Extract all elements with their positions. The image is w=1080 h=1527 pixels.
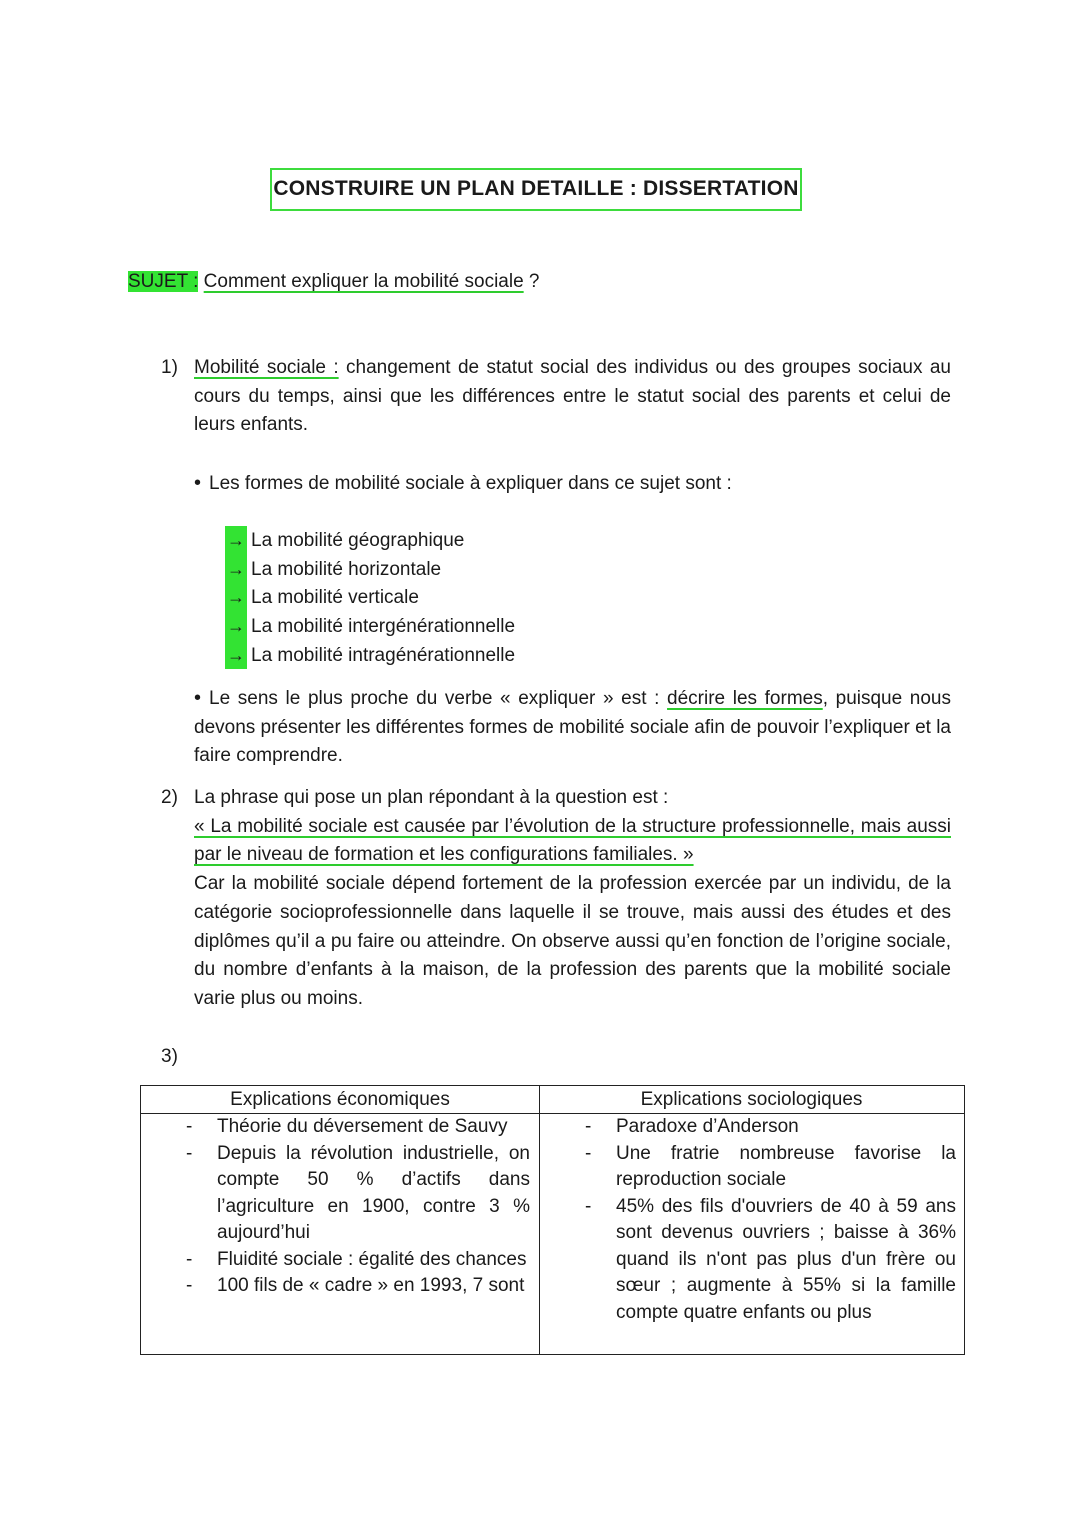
list-item: - Paradoxe d’Anderson xyxy=(616,1114,956,1141)
part2-block xyxy=(194,784,951,1014)
arrow-right-icon: → xyxy=(225,641,247,670)
sociological-list xyxy=(616,1114,956,1326)
page-title: CONSTRUIRE UN PLAN DETAILLE : DISSERTATION xyxy=(270,168,802,211)
subject-label: SUJET : xyxy=(128,271,199,292)
list-item: - Depuis la révolution industrielle, on compte 50 % d’actifs dans l’agriculture en 1900, contre 3 % aujourd’hui xyxy=(217,1141,530,1247)
arrow-right-icon: → xyxy=(225,583,247,612)
plan-sentence: « La mobilité sociale est causée par l’évolution de la structure professionnelle, mais aussi par le niveau de formation et les configurations familiales. » xyxy=(194,815,951,866)
table-divider xyxy=(539,1086,540,1354)
part3-number: 3) xyxy=(161,1046,178,1067)
list-item: → La mobilité verticale xyxy=(225,583,515,612)
list-item: → La mobilité intragénérationnelle xyxy=(225,641,515,670)
list-item: → La mobilité intergénérationnelle xyxy=(225,612,515,641)
meaning-key: décrire les formes xyxy=(667,688,823,709)
part2-intro: La phrase qui pose un plan répondant à la question est : xyxy=(194,787,669,808)
part1-number: 1) xyxy=(161,357,178,378)
part2-explanation: Car la mobilité sociale dépend fortement de la profession exercée par un individu, de la catégorie socioprofessionnelle dans laquelle il se trouve, mais aussi des études et des diplômes qu’il a pu faire ou atteindre. On observe aussi qu’en fonction de l’origine sociale, du nombre d’enfants à la maison, de la profession des parents que la mobilité sociale varie plus ou moins. xyxy=(194,873,951,1009)
meaning-before: Le sens le plus proche du verbe « expliquer » est : xyxy=(209,688,668,709)
list-item: → La mobilité horizontale xyxy=(225,555,515,584)
meaning-after: , puisque nous devons présenter les différentes formes de mobilité sociale afin de pouvoir l’expliquer et la faire comprendre. xyxy=(194,688,952,767)
list-item: - Une fratrie nombreuse favorise la reproduction sociale xyxy=(616,1141,956,1194)
list-item: - 100 fils de « cadre » en 1993, 7 sont xyxy=(217,1273,530,1300)
arrow-right-icon: → xyxy=(225,526,247,555)
part1-definition: changement de statut social des individus ou des groupes sociaux au cours du temps, ainsi que les différences entre le statut social des parents et celui de leurs enfants. xyxy=(194,357,952,436)
column-header-economic: Explications économiques xyxy=(230,1089,450,1110)
part2-number: 2) xyxy=(161,787,178,808)
subject-line xyxy=(128,268,540,297)
arrow-right-icon: → xyxy=(225,555,247,584)
subject-question: Comment expliquer la mobilité sociale xyxy=(203,271,524,292)
column-header-sociological: Explications sociologiques xyxy=(640,1089,863,1110)
forms-list xyxy=(225,526,515,669)
subject-question-mark: ? xyxy=(523,271,540,292)
part1-forms-intro: • Les formes de mobilité sociale à expliquer dans ce sujet sont : xyxy=(194,469,951,499)
part1-definition-block xyxy=(194,354,951,440)
economic-list xyxy=(217,1114,530,1300)
list-item: - Théorie du déversement de Sauvy xyxy=(217,1114,530,1141)
part1-meaning-block xyxy=(194,684,951,771)
part1-term: Mobilité sociale : xyxy=(194,357,339,378)
plan-table xyxy=(140,1085,965,1355)
list-item: → La mobilité géographique xyxy=(225,526,515,555)
list-item: - Fluidité sociale : égalité des chances xyxy=(217,1247,530,1274)
arrow-right-icon: → xyxy=(225,612,247,641)
list-item: - 45% des fils d'ouvriers de 40 à 59 ans sont devenus ouvriers ; baisse à 36% quand ils n'ont pas plus d'un frère ou sœur ; augmente à 55% si la famille compte quatre enfants ou plus xyxy=(616,1194,956,1327)
